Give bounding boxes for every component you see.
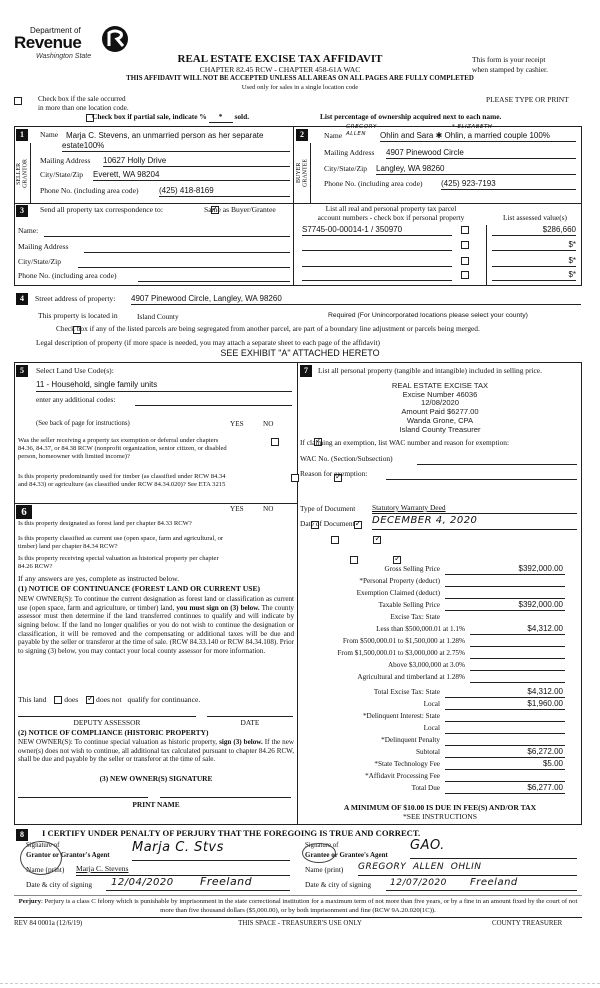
- stamp-line-title: REAL ESTATE EXCISE TAX: [391, 381, 489, 390]
- delinquent-penalty-field[interactable]: [445, 735, 565, 746]
- grantee-label: GRANTEE: [302, 159, 309, 187]
- compliance-text-b: If the new owner(s) does not wish to continue, all additional tax calculated pursuant to chapter 84.26 RCW, shall be due and payable by the seller or transferor at the time of sale.: [18, 738, 294, 764]
- grantee-circle-mark: [302, 842, 339, 863]
- section-6-badge: 6: [16, 505, 32, 519]
- personal-property-checkbox[interactable]: [461, 226, 469, 234]
- grantee-signature-field[interactable]: GAO.: [410, 839, 577, 859]
- buyer-phone-label: Phone No. (including area code): [324, 179, 423, 188]
- partial-sale-percent-field[interactable]: *: [209, 113, 233, 123]
- parcel-row: [300, 238, 582, 252]
- receipt-note-1: This form is your receipt: [472, 55, 546, 64]
- bracket-2-tax-field[interactable]: [470, 636, 565, 647]
- county-select[interactable]: Island County: [137, 312, 179, 321]
- tax-row-bracket-1-1: Less than $500,000.01 at 1.1% $4,312.00: [376, 624, 563, 633]
- grantee-date-city-line: [386, 890, 577, 891]
- minimum-due-note: A MINIMUM OF $10.00 IS DUE IN FEE(S) AND/OR TAX: [343, 803, 537, 812]
- seller-name-label: Name: [40, 130, 59, 139]
- compliance-text: [18, 738, 294, 764]
- deputy-assessor-signature-line[interactable]: [18, 716, 196, 717]
- tax-row-bracket-2-75: From $1,500,000.01 to $3,000,000 at 2.75%: [300, 648, 580, 660]
- correspondence-label: Send all property tax correspondence to:: [40, 205, 163, 214]
- grantee-name-field[interactable]: GREGORY ALLEN OHLIN: [358, 862, 577, 876]
- continuance-text-bold: you must sign on (3) below.: [176, 603, 260, 612]
- sec5-yes-header: YES: [230, 420, 244, 428]
- does-qualify-checkbox[interactable]: [54, 696, 62, 704]
- seller-city-field[interactable]: Everett, WA 98204: [93, 170, 290, 181]
- print-name-label: PRINT NAME: [132, 800, 180, 809]
- compliance-text-bold: sign (3) below.: [219, 738, 263, 746]
- county-treasurer-label: COUNTY TREASURER: [492, 920, 563, 927]
- tax-row-delinquent-penalty: *Delinquent Penalty: [300, 735, 580, 747]
- deputy-assessor-label: DEPUTY ASSESSOR: [73, 718, 141, 727]
- qualify-label: qualify for continuance.: [127, 695, 201, 704]
- grantee-name-label: Name (print): [305, 865, 344, 874]
- compliance-title: (2) NOTICE OF COMPLIANCE (HISTORIC PROPERTY): [18, 728, 209, 737]
- tax-row-affidavit-fee: *Affidavit Processing Fee: [300, 771, 580, 783]
- divider-sec3-parcels: [293, 203, 294, 286]
- delinquent-interest-local-field[interactable]: [445, 723, 565, 734]
- divider-footer: [14, 917, 582, 918]
- exemption-reason-label: Reason for exemption:: [300, 469, 368, 478]
- sec6-yes-header: YES: [230, 505, 244, 513]
- affidavit-fee-field[interactable]: [445, 771, 565, 782]
- continuance-text-b: The county assessor must then determine if the land transferred continues to qualify and will indicate by signing below. If the land no longer qualifies or you do not wish to continue the designation or classification, it will be removed and the compensating or additional taxes will be due and payable by the seller or transferor at the time of sale. (RCW 84.33.140 or RCW 84.34.108). Prior to signing (3) below, you may contact your local county assessor for more information.: [18, 603, 294, 655]
- total-due-field[interactable]: $6,277.00: [445, 783, 565, 794]
- grantor-label: GRANTOR: [22, 158, 29, 188]
- buyer-mailing-field[interactable]: 4907 Pinewood Circle: [386, 148, 576, 159]
- corr-city-label: City/State/Zip: [18, 257, 62, 266]
- multi-location-label-1: Check box if the sale occurred: [38, 95, 126, 103]
- logo-line-state: Washington State: [36, 53, 92, 60]
- new-owner-signature-title: (3) NEW OWNER(S) SIGNATURE: [99, 774, 213, 783]
- tax-row-taxable-selling-price: Taxable Selling Price $392,000.00: [378, 600, 563, 609]
- this-land-label: This land: [18, 695, 47, 704]
- does-not-label: does not: [96, 695, 122, 704]
- stamp-date: 12/08/2020: [420, 398, 459, 408]
- sec5-question-timber: Is this property predominantly used for timber (as classified under RCW 84.34 and 84.33) or agriculture (as classified under RCW 84.34.020)? See ETA 3215: [18, 473, 226, 488]
- seller-name-field[interactable]: Marja C. Stevens, an unmarried person as her separate: [66, 131, 264, 140]
- stamp-treasurer-name: Wanda Grone, CPA: [406, 415, 474, 425]
- assessed-value-field[interactable]: $*: [492, 240, 576, 251]
- personal-property-checkbox[interactable]: [461, 241, 469, 249]
- certify-statement: I CERTIFY UNDER PENALTY OF PERJURY THAT THE FOREGOING IS TRUE AND CORRECT.: [42, 828, 421, 838]
- section-8-badge: 8: [16, 829, 28, 841]
- bracket-4-tax-field[interactable]: [470, 660, 565, 671]
- buyer-name-handwritten-allen: ALLEN: [346, 131, 366, 137]
- total-excise-state-field[interactable]: $4,312.00: [445, 687, 565, 698]
- parcel-row: [300, 268, 582, 282]
- parcel-account-field[interactable]: S7745-00-00014-1 / 350970: [302, 225, 452, 236]
- tax-row-delinquent-interest-local: Local: [300, 723, 580, 735]
- land-use-label: Select Land Use Code(s):: [36, 366, 114, 375]
- divider-sec6: [14, 503, 297, 504]
- section-4-badge: 4: [16, 293, 28, 305]
- buyer-name-field[interactable]: Ohlin and Sara ✱ Ohlin, a married couple 100%: [380, 131, 576, 142]
- sec5-question-exemption: Was the seller receiving a property tax exemption or deferral under chapters 84.36, 84.37, or 84.38 RCW (nonprofit organization, senior citizen, or disabled person, homeowner with limited income)?: [18, 437, 227, 460]
- usage-note: Used only for sales in a single location code: [241, 84, 359, 91]
- ownership-note: List percentage of ownership acquired next to each name.: [320, 112, 502, 121]
- parcel-row: [300, 254, 582, 268]
- please-type-note: PLEASE TYPE OR PRINT: [486, 95, 569, 104]
- logo-line-revenue: Revenue: [14, 33, 82, 52]
- section-2-badge: 2: [296, 129, 308, 141]
- stamp-amount-paid: Amount Paid $6277.00: [401, 407, 479, 417]
- buyer-city-field[interactable]: Langley, WA 98260: [376, 164, 576, 175]
- agricultural-tax-field[interactable]: [470, 672, 565, 683]
- wac-number-label: WAC No. (Section/Subsection): [300, 454, 393, 463]
- assessed-header: List assessed value(s): [502, 213, 568, 222]
- street-address-label: Street address of property:: [35, 294, 116, 303]
- personal-property-checkbox[interactable]: [461, 271, 469, 279]
- tax-row-total-excise-state: Total Excise Tax: State $4,312.00: [373, 687, 563, 696]
- land-use-select[interactable]: 11 - Household, single family units: [36, 380, 292, 392]
- see-instructions-note: *SEE INSTRUCTIONS: [402, 812, 478, 821]
- sec6-question-forest: Is this property designated as forest land per chapter 84.33 RCW?: [18, 520, 192, 527]
- tax-row-exemption-claimed: Exemption Claimed (deduct): [300, 588, 580, 600]
- same-as-buyer-label: Same as Buyer/Grantee: [204, 205, 276, 214]
- buyer-name-label: Name: [324, 131, 343, 140]
- tax-row-total-due: Total Due $6,277.00: [411, 783, 563, 792]
- stamp-treasurer-title: Island County Treasurer: [399, 424, 481, 434]
- delinquent-interest-state-field[interactable]: [445, 711, 565, 722]
- sec6-question-historic: Is this property receiving special valuation as historical property per chapter 84.26 RCW?: [18, 555, 219, 570]
- grantor-sig-label-2: Grantor or Grantor's Agent: [26, 851, 110, 859]
- continuance-title: (1) NOTICE OF CONTINUANCE (FOREST LAND OR CURRENT USE): [18, 584, 261, 593]
- legal-description-field[interactable]: SEE EXHIBIT "A" ATTACHED HERETO: [220, 348, 380, 358]
- partial-sale-label-post: sold.: [234, 112, 250, 121]
- subtotal-field[interactable]: $6,272.00: [445, 747, 565, 758]
- buyer-name-handwritten-elizabeth: * ELIZABETH: [452, 124, 493, 130]
- assessed-value-field[interactable]: $*: [492, 256, 576, 267]
- sec6-q2-yes-checkbox[interactable]: [331, 536, 339, 544]
- assessed-value-field[interactable]: $*: [492, 270, 576, 281]
- seller-phone-label: Phone No. (including area code): [40, 186, 139, 195]
- tax-row-bracket-1-28: From $500,000.01 to $1,500,000 at 1.28%: [300, 636, 580, 648]
- perjury-notice: [14, 898, 582, 915]
- grantee-date-city-label: Date & city of signing: [305, 880, 372, 889]
- grantee-date-field[interactable]: 12/07/2020: [390, 878, 447, 888]
- located-in-label: This property is located in: [38, 311, 118, 320]
- sec5-q2-yes-checkbox[interactable]: [291, 474, 299, 482]
- buyer-label: BUYER: [295, 162, 302, 184]
- corr-city-field[interactable]: [78, 258, 290, 268]
- tax-row-delinquent-interest-state: *Delinquent Interest: State: [300, 711, 580, 723]
- doc-date-label: Date of Document: [300, 519, 355, 528]
- buyer-mailing-label: Mailing Address: [324, 148, 375, 157]
- logo-line-department: Department of: [30, 26, 81, 35]
- tax-row-personal-property: *Personal Property (deduct): [300, 576, 580, 588]
- legal-description-label: Legal description of property (if more space is needed, you may attach a separate sheet to each page of the affidavit): [36, 338, 380, 347]
- section-7-badge: 7: [300, 365, 312, 377]
- tax-row-subtotal: Subtotal $6,272.00: [416, 747, 563, 756]
- grantee-sig-label-1: Signature of: [305, 842, 339, 849]
- grantor-name-field[interactable]: Marja C. Stevens: [76, 865, 290, 876]
- corr-mailing-field[interactable]: [84, 243, 290, 253]
- partial-sale-row: [92, 113, 249, 123]
- buyer-name-handwritten-gregory: GREGORY: [346, 124, 377, 130]
- grantor-date-city-line: [106, 890, 290, 891]
- corr-name-field[interactable]: [44, 227, 290, 237]
- section-1-badge: 1: [16, 129, 28, 141]
- grantor-date-city-label: Date & city of signing: [26, 880, 93, 889]
- divider-sec1-2: [293, 126, 294, 203]
- tax-row-local: Local $1,960.00: [423, 699, 563, 708]
- page-edge: [0, 983, 600, 984]
- additional-codes-label: enter any additional codes:: [36, 395, 116, 404]
- exemption-claimed-field[interactable]: [445, 588, 565, 599]
- continuance-text-a: NEW OWNER(S): To continue the current designation as forest land or classification as current use (open space, farm and agriculture, or timber) land,: [18, 595, 294, 612]
- continuance-qualify-row: [18, 696, 200, 705]
- buyer-grantee-side-label: [295, 143, 311, 203]
- partial-sale-label: Check box if partial sale, indicate %: [92, 112, 207, 121]
- personal-property-checkbox[interactable]: [461, 257, 469, 265]
- tax-row-gross-selling-price: Gross Selling Price $392,000.00: [384, 564, 563, 573]
- grantor-name-label: Name (print): [26, 865, 65, 874]
- doc-date-field[interactable]: DECEMBER 4, 2020: [372, 515, 577, 530]
- exemption-instruction: If claiming an exemption, list WAC number and reason for exemption:: [300, 438, 510, 447]
- seller-mailing-field[interactable]: 10627 Holly Drive: [103, 156, 290, 167]
- parcel-account-field[interactable]: [302, 240, 452, 251]
- sec6-no-header: NO: [263, 505, 274, 513]
- form-subtitle: CHAPTER 82.45 RCW - CHAPTER 458-61A WAC: [199, 65, 361, 74]
- continuance-text: [18, 595, 294, 655]
- sec6-question-current-use: Is this property classified as current use (open space, farm and agricultural, or timber) land per chapter 84.34 RCW?: [18, 535, 224, 550]
- personal-property-label: List all personal property (tangible and intangible) included in selling price.: [318, 366, 542, 375]
- seller-mailing-label: Mailing Address: [40, 156, 91, 165]
- assessed-value-field[interactable]: $286,660: [492, 225, 576, 236]
- seller-grantor-side-label: [15, 143, 31, 203]
- sec6-q2-no-checkbox[interactable]: [373, 536, 381, 544]
- bracket-1-tax-field[interactable]: $4,312.00: [470, 624, 565, 635]
- grantor-signature-field[interactable]: Marja C. Stvs: [132, 841, 290, 861]
- seller-city-label: City/State/Zip: [40, 170, 84, 179]
- assessor-date-label: DATE: [240, 718, 260, 727]
- compliance-text-a: NEW OWNER(S): To continue special valuation as historic property,: [18, 738, 220, 746]
- form-title: REAL ESTATE EXCISE TAX AFFIDAVIT: [177, 53, 383, 65]
- multi-location-label-2: in more than one location code.: [38, 104, 129, 112]
- parcels-header-2: account numbers - check box if personal property: [317, 213, 465, 222]
- tax-row-bracket-3-0: Above $3,000,000 at 3.0%: [300, 660, 580, 672]
- buyer-city-label: City/State/Zip: [324, 164, 368, 173]
- tax-row-excise-tax-state-header: Excise Tax: State: [390, 613, 440, 621]
- street-address-field[interactable]: 4907 Pinewood Circle, Langley, WA 98260: [131, 294, 581, 305]
- buyer-phone-field[interactable]: (425) 923-7193: [441, 179, 576, 190]
- divider-left-right: [297, 362, 298, 825]
- tax-row-technology-fee: *State Technology Fee $5.00: [374, 759, 563, 768]
- gross-selling-price-field[interactable]: $392,000.00: [445, 564, 565, 575]
- bracket-3-tax-field[interactable]: [470, 648, 565, 659]
- seller-phone-field[interactable]: (425) 418-8169: [159, 186, 290, 197]
- additional-codes-field[interactable]: [135, 396, 292, 406]
- technology-fee-field[interactable]: $5.00: [445, 759, 565, 770]
- corr-mailing-label: Mailing Address: [18, 242, 69, 251]
- form-number: REV 84 0001a (12/6/19): [14, 920, 83, 927]
- exemption-reason-field[interactable]: [386, 470, 577, 480]
- wac-number-field[interactable]: [417, 455, 577, 465]
- multi-location-checkbox[interactable]: [14, 97, 22, 105]
- perjury-label: Perjury: [18, 898, 41, 905]
- if-yes-note: If any answers are yes, complete as instructed below.: [18, 574, 180, 583]
- does-not-qualify-checkbox[interactable]: [86, 696, 94, 704]
- sec5-q1-yes-checkbox[interactable]: [271, 438, 279, 446]
- parcel-row: [300, 223, 582, 237]
- does-label: does: [64, 695, 79, 704]
- new-owner-signature-line-2[interactable]: [160, 797, 291, 798]
- dor-logo: [14, 26, 134, 66]
- instructions-note: (See back of page for instructions): [36, 420, 130, 427]
- parcels-header-1: List all real and personal property tax parcel: [325, 204, 457, 213]
- section-3-badge: 3: [16, 205, 28, 217]
- divider-sec3: [14, 203, 582, 204]
- parcel-account-field[interactable]: [302, 270, 452, 281]
- stamp-excise-number: Excise Number 46036: [402, 389, 478, 399]
- section-5-badge: 5: [16, 365, 28, 377]
- grantor-date-field[interactable]: 12/04/2020: [111, 877, 174, 888]
- doc-type-label: Type of Document: [300, 504, 356, 513]
- form-warning: THIS AFFIDAVIT WILL NOT BE ACCEPTED UNLESS ALL AREAS ON ALL PAGES ARE FULLY COMPLETED: [126, 75, 474, 82]
- parcel-account-field[interactable]: [302, 256, 452, 267]
- corr-phone-label: Phone No. (including area code): [18, 271, 117, 280]
- grantee-city-field[interactable]: Freeland: [470, 877, 518, 888]
- sec5-no-header: NO: [263, 420, 274, 428]
- perjury-text: : Perjury is a class C felony which is punishable by imprisonment in the state correctional institution for a maximum term of not more than five years, or by a fine in an amount fixed by the court of not more than five thousand dollars ($5,000.00), or by both imprisonment and fine (RCW 9A.20.020(1C)).: [40, 898, 578, 914]
- grantor-sig-label-1: Signature of: [26, 842, 60, 849]
- doc-type-field[interactable]: Statutory Warranty Deed: [372, 504, 577, 514]
- taxable-selling-price-field[interactable]: $392,000.00: [445, 600, 565, 611]
- personal-property-deduct-field[interactable]: [445, 576, 565, 587]
- local-excise-field[interactable]: $1,960.00: [445, 699, 565, 710]
- corr-name-label: Name:: [18, 226, 39, 235]
- required-county-note: Required (For Unincorporated locations please select your county): [328, 312, 528, 319]
- segregated-parcels-label: Check box if any of the listed parcels are being segregated from another parcel, are part of a boundary line adjustment or parcels being merged.: [56, 324, 480, 333]
- grantee-sig-label-2: Grantee or Grantee's Agent: [305, 851, 388, 859]
- grantor-city-field[interactable]: Freeland: [200, 875, 253, 888]
- assessor-date-line[interactable]: [207, 716, 293, 717]
- revenue-swoosh-logo-icon: [100, 24, 130, 54]
- seller-name-field-cont[interactable]: estate100%: [62, 141, 290, 152]
- treasurer-use-only: THIS SPACE - TREASURER'S USE ONLY: [238, 920, 362, 927]
- divider-perjury: [14, 895, 582, 896]
- corr-phone-field[interactable]: [138, 272, 290, 282]
- tax-row-agricultural: Agricultural and timberland at 1.28%: [300, 672, 580, 684]
- receipt-note-2: when stamped by cashier.: [472, 65, 548, 74]
- treasurer-stamp: [350, 382, 530, 434]
- seller-label: SELLER: [15, 162, 22, 184]
- new-owner-signature-line-1[interactable]: [18, 797, 148, 798]
